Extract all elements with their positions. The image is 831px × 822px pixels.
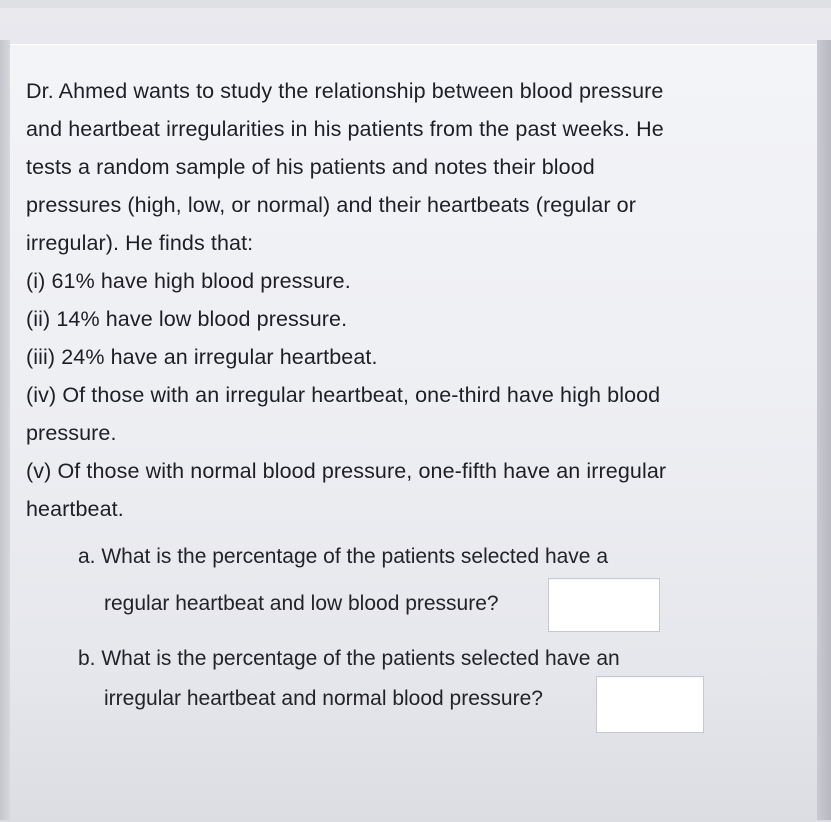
question-a-line1: a. What is the percentage of the patients selected have a: [78, 545, 609, 568]
fact-iv-continued: pressure.: [26, 421, 117, 445]
fact-iv: (iv) Of those with an irregular heartbeat, one-third have high blood: [26, 383, 661, 407]
question-panel: [10, 44, 817, 820]
fact-v: (v) Of those with normal blood pressure, one-fifth have an irregular: [26, 459, 667, 483]
fact-ii: (ii) 14% have low blood pressure.: [26, 307, 348, 331]
problem-line: irregular). He finds that:: [26, 231, 254, 255]
problem-line: Dr. Ahmed wants to study the relationship between blood pressure: [26, 79, 664, 103]
problem-line: and heartbeat irregularities in his patients from the past weeks. He: [26, 117, 664, 141]
question-a-line2: regular heartbeat and low blood pressure?: [104, 592, 499, 615]
problem-line: pressures (high, low, or normal) and their heartbeats (regular or: [26, 193, 636, 217]
problem-line: tests a random sample of his patients and notes their blood: [26, 155, 595, 179]
fact-iii: (iii) 24% have an irregular heartbeat.: [26, 345, 378, 369]
answer-input-a[interactable]: [548, 578, 660, 632]
fact-i: (i) 61% have high blood pressure.: [26, 269, 351, 293]
problem-statement: [26, 72, 786, 528]
question-b-line1: b. What is the percentage of the patients selected have an: [78, 647, 620, 670]
screen-left-edge: [0, 40, 10, 820]
question-b-line2: irregular heartbeat and normal blood pressure?: [104, 687, 543, 710]
screen-right-edge: [817, 40, 831, 820]
screen-top-edge: [0, 0, 831, 8]
answer-input-b[interactable]: [596, 676, 704, 733]
fact-v-continued: heartbeat.: [26, 497, 124, 521]
